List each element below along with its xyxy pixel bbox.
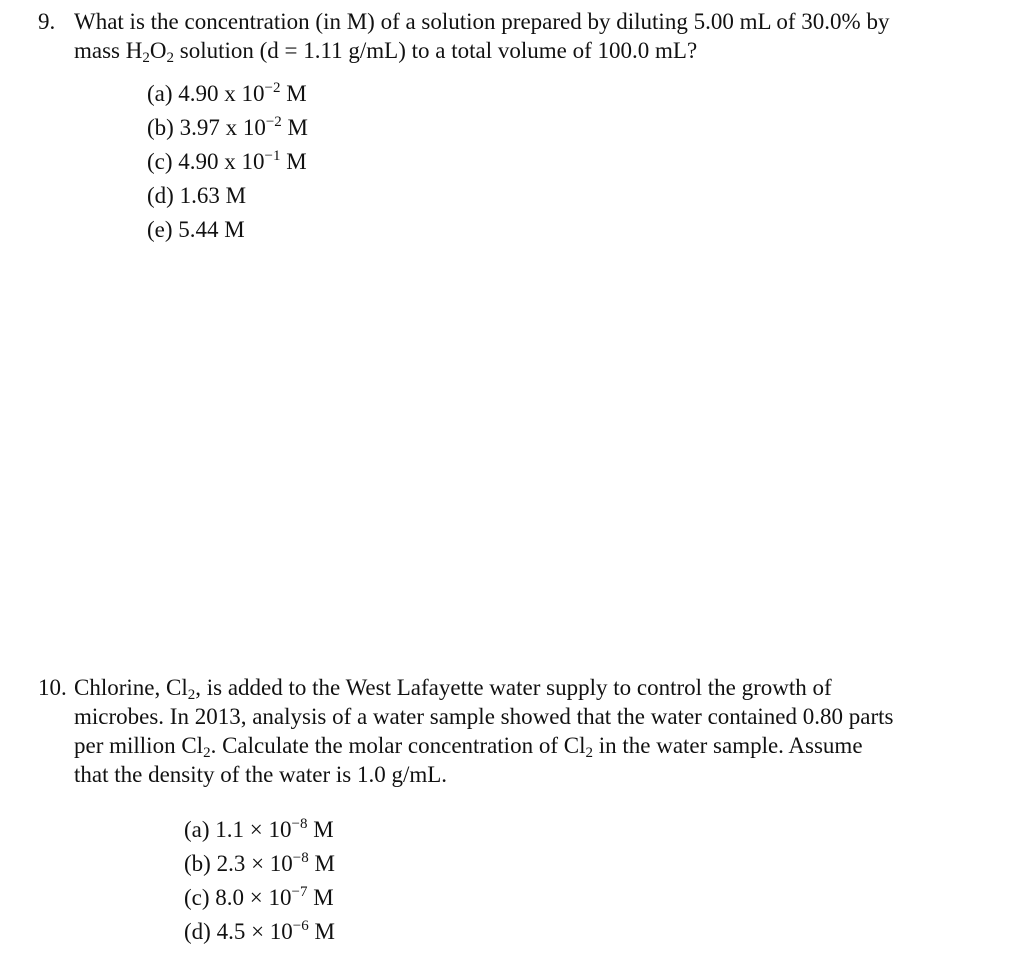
choice-d: (d) 1.63 M [147,183,247,208]
choice-a: (a) 4.90 x $10^{-2}$ M [147,80,307,106]
question-text-line-2: microbes. In 2013, analysis of a water sample showed that the water contained 0.80 parts [74,704,894,729]
choice-e: (e) 5.44 M [147,217,245,242]
choice-d: (d) $4.5 \times 10^{-6}$ M [184,918,335,944]
question-number: 10. [38,675,67,700]
question-text-line-1: What is the concentration (in M) of a solution prepared by diluting 5.00 mL of 30.0% by [74,9,890,34]
question-number: 9. [38,9,56,34]
choice-c: (c) 4.90 x $10^{-1}$ M [147,148,307,174]
question-text-line-2: mass $H_2O_2$ solution (d = 1.11 g/mL) to a total volume of 100.0 mL? [74,38,698,66]
choice-c: (c) $8.0 \times 10^{-7}$ M [184,884,334,910]
choice-b: (b) 3.97 x $10^{-2}$ M [147,114,308,140]
question-text-line-4: that the density of the water is 1.0 g/mL. [74,762,448,787]
choice-b: (b) $2.3 \times 10^{-8}$ M [184,850,335,876]
question-text-line-1: Chlorine, $Cl_2$, is added to the West Lafayette water supply to control the growth of [74,675,832,703]
choice-a: (a) $1.1 \times 10^{-8}$ M [184,816,334,842]
question-text-line-3: per million $Cl_2$. Calculate the molar concentration of $Cl_2$ in the water sample. Assume [74,733,863,761]
